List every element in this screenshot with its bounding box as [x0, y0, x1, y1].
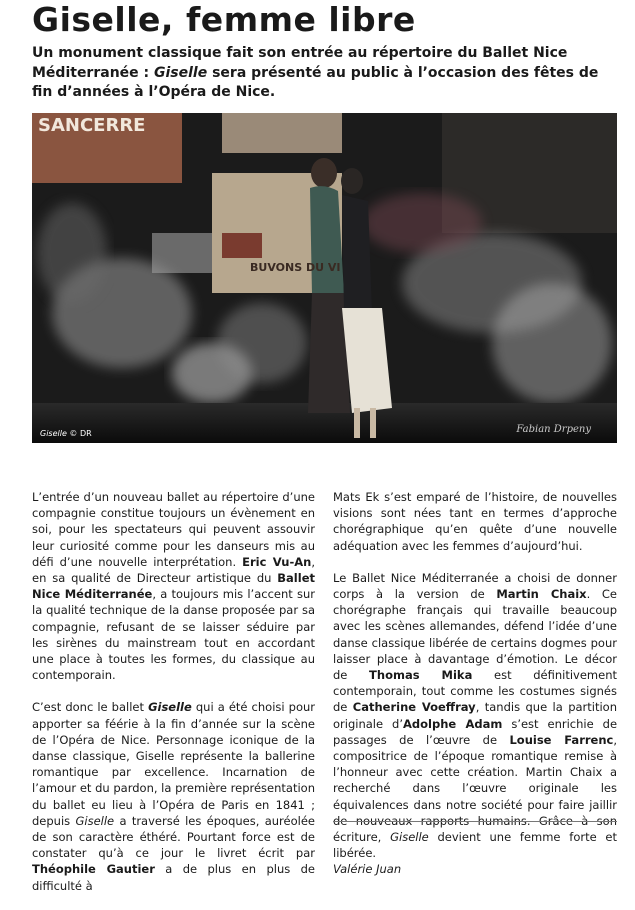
paragraph: [32, 489, 315, 683]
paragraph: [333, 570, 617, 862]
person-name: Thomas Mika: [369, 668, 473, 683]
person-name: Catherine Voeffray: [352, 700, 476, 715]
paragraph-text: s’est enrichie de passages de l’œuvre de: [333, 716, 618, 747]
article-title: Giselle, femme libre: [32, 0, 416, 39]
ballet-name: Giselle: [148, 700, 192, 715]
paragraph-text: . Ce chorégraphe français qui travaille beaucoup avec les scènes allemandes, défend l’idée d’une danse classique libérée de certains dogmes pour laisser place à davantage d’émotion. Le décor de: [333, 587, 617, 683]
article-lead: [32, 44, 617, 103]
paragraph-text: L’entrée d’un nouveau ballet au répertoire d’une compagnie constitue toujours un évènement en soi, pour les spectateurs qui peuvent assouvir leur curiosité comme pour les danseurs mis au défi d’une nouvelle interprétation.: [32, 490, 315, 569]
poster-text: SANCERRE: [38, 115, 146, 136]
company-name: Ballet Nice Méditerranée: [32, 571, 315, 602]
person-name: Martin Chaix: [496, 587, 587, 602]
person-name: Eric Vu-An: [242, 554, 312, 569]
lead-ballet-name: Giselle: [154, 64, 208, 81]
paragraph-text: devient une femme forte et libérée.: [333, 830, 618, 861]
person-name: Louise Farrenc: [509, 732, 614, 747]
paragraph-text: a de plus en plus de difficulté à: [32, 862, 315, 893]
paragraph-text: Le Ballet Nice Méditerranée a choisi de donner corps à la version de: [333, 570, 617, 602]
ballet-photo: [32, 113, 617, 443]
photographer-signature: Fabian Drpeny: [516, 424, 591, 435]
article-column-right: [333, 489, 617, 878]
paragraph-text: Mats Ek s’est emparé de l’histoire, de nouvelles visions sont nées tant en termes d’approche chorégraphique qu’en quête d’une nouvelle adéquation avec les femmes d’aujourd’hui.: [333, 490, 617, 553]
article-column-left: [32, 489, 315, 910]
photo-notch: [310, 455, 338, 469]
person-name: Adolphe Adam: [402, 716, 503, 731]
credit-name: Giselle: [40, 429, 67, 438]
paragraph-text: C’est donc le ballet: [32, 700, 149, 715]
paragraph-text: est définitivement contemporain, tout comme les costumes signés de: [333, 668, 618, 715]
person-name: Théophile Gautier: [32, 862, 155, 877]
lead-text: Un monument classique fait son entrée au répertoire du Ballet Nice Méditerranée :: [32, 45, 568, 81]
paragraph: [32, 699, 315, 893]
poster-text: BUVONS DU VI: [250, 261, 341, 274]
ballet-name: Giselle: [390, 830, 429, 845]
paragraph-text: , compositrice de l’époque romantique remise à l’honneur avec cette création. Martin Chaix a recherché dans l’œuvre originale les équivalences dans notre société pour faire jaillir de nouveaux rapports humains. Grâce à son écriture,: [333, 732, 617, 845]
divider: [333, 821, 617, 822]
paragraph-text: , tandis que la partition originale d’: [333, 700, 617, 731]
stage-scene: [32, 113, 617, 443]
paragraph-text: , a toujours mis l’accent sur la qualité technique de la danse proposée par sa compagnie, refusant de se laisser séduire par les sirènes du mainstream tout en accordant une place à toutes les formes, du classique au contemporain.: [32, 587, 315, 683]
lead-text: sera présenté au public à l’occasion des fêtes de fin d’années à l’Opéra de Nice.: [32, 64, 599, 100]
author-byline: Valérie Juan: [333, 862, 402, 877]
paragraph-text: a traversé les époques, auréolée de son caractère éthéré. Pourtant force est de constater qu’à ce jour le livret écrit par: [32, 813, 315, 861]
paragraph: [333, 489, 617, 554]
ballet-name: Giselle: [75, 813, 115, 828]
photo-credit: [40, 429, 92, 438]
credit-rest: © DR: [66, 429, 92, 438]
paragraph-text: , en sa qualité de Directeur artistique du: [32, 554, 316, 586]
paragraph-text: qui a été choisi pour apporter sa féérie à la fin d’année sur la scène de l’Opéra de Nice. Personnage iconique de la danse classique, Giselle représente la ballerine romantique par excellence. Incarnation de l’amour et du pardon, la première représentation du ballet eu lieu à l’Opéra de Paris en 1841 ; depuis: [32, 700, 316, 828]
